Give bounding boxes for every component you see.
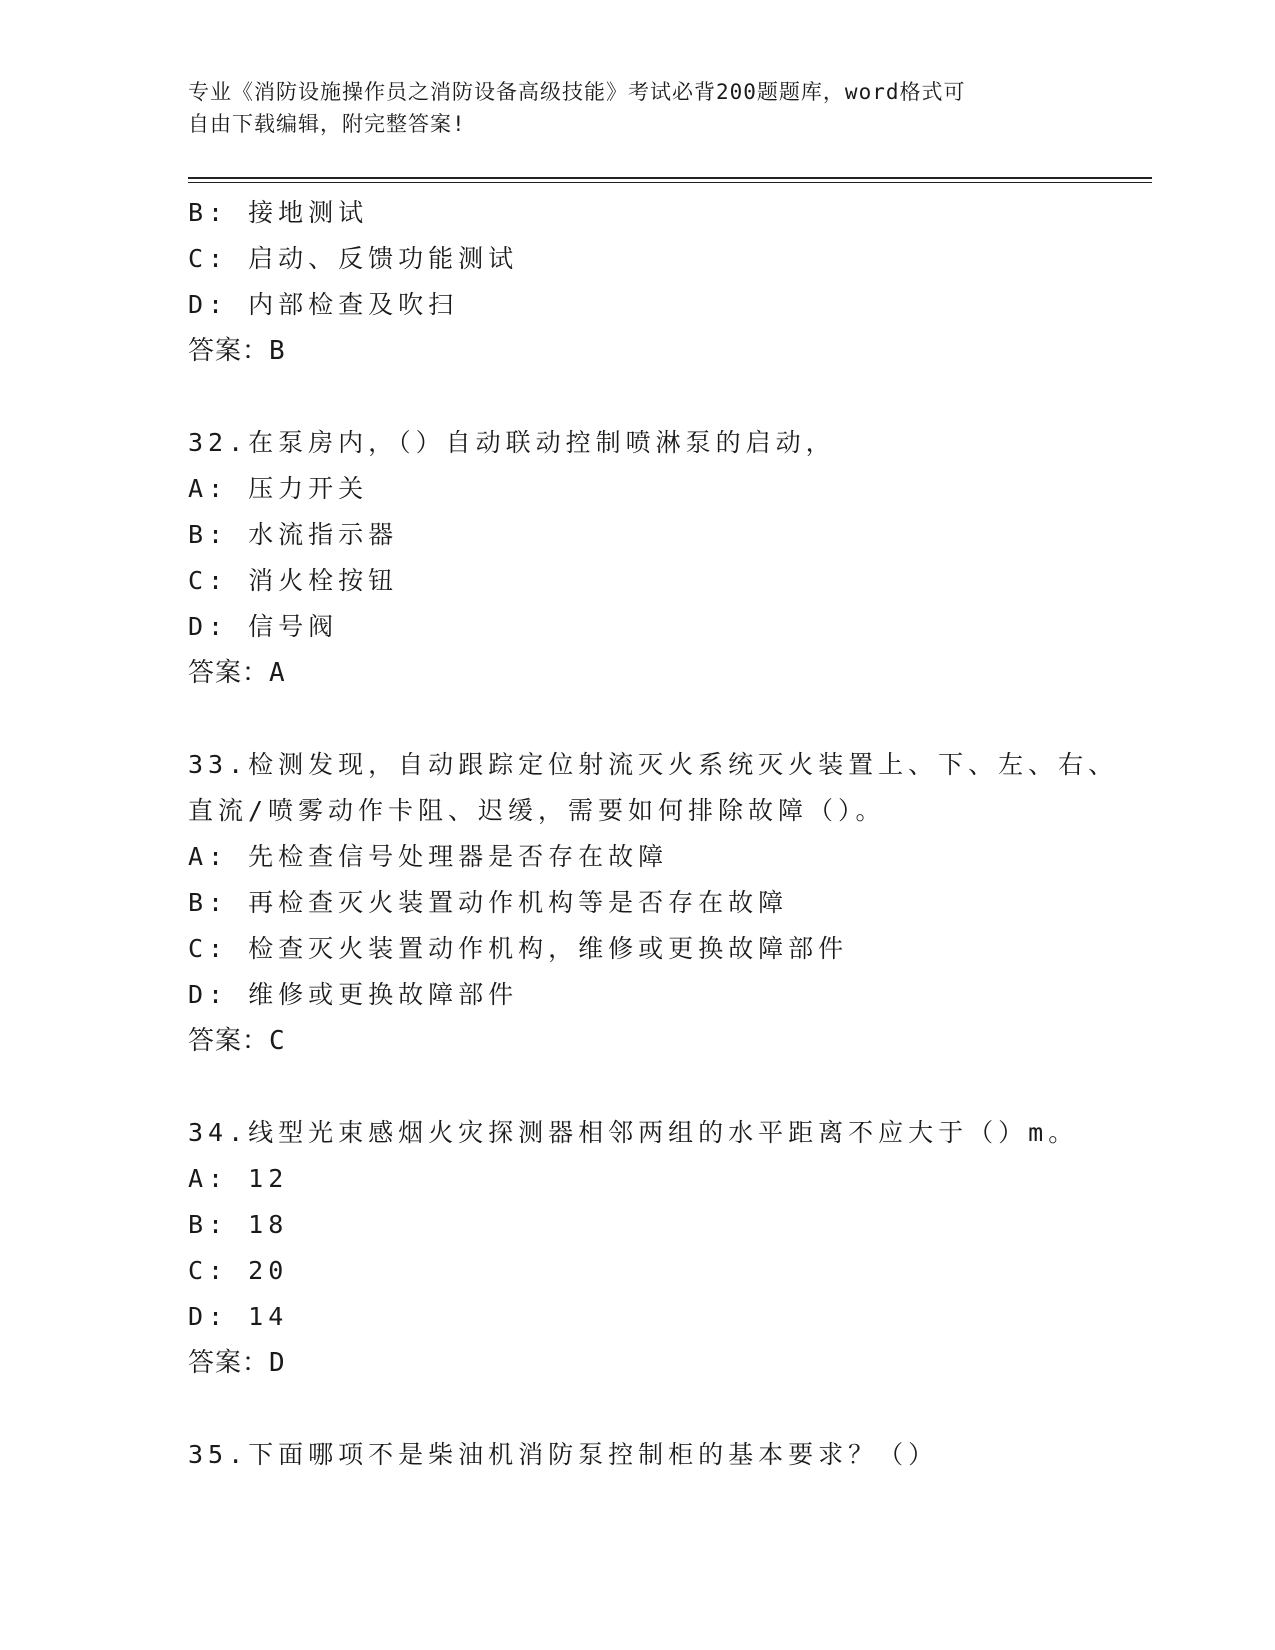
spacer xyxy=(188,696,1148,742)
answer-value: C xyxy=(269,1026,286,1056)
option-d: D: 内部检查及吹扫 xyxy=(188,290,459,319)
header-line-2: 自由下载编辑，附完整答案! xyxy=(188,112,466,136)
question-31-tail xyxy=(188,190,1148,374)
answer-value: B xyxy=(269,336,286,366)
question-list xyxy=(188,190,1148,1478)
option-c: C: 启动、反馈功能测试 xyxy=(188,244,519,273)
question-35 xyxy=(188,1432,1148,1478)
question-33 xyxy=(188,742,1148,1064)
option-a: A: 压力开关 xyxy=(188,474,369,503)
answer-label: 答案： xyxy=(188,658,270,688)
answer-label: 答案： xyxy=(188,1026,270,1056)
answer-label: 答案： xyxy=(188,336,270,366)
question-stem: 35.下面哪项不是柴油机消防泵控制柜的基本要求？（） xyxy=(188,1440,939,1469)
answer-value: A xyxy=(269,658,286,688)
option-c: C: 20 xyxy=(188,1256,289,1285)
option-b: B: 再检查灭火装置动作机构等是否存在故障 xyxy=(188,888,789,917)
spacer xyxy=(188,374,1148,420)
answer-line xyxy=(188,1018,1148,1064)
header-rule-thick xyxy=(188,177,1152,179)
answer-line xyxy=(188,328,1148,374)
answer-line xyxy=(188,650,1148,696)
option-d: D: 维修或更换故障部件 xyxy=(188,980,519,1009)
header-line-1: 专业《消防设施操作员之消防设备高级技能》考试必背200题题库，word格式可 xyxy=(188,80,966,104)
question-34 xyxy=(188,1110,1148,1386)
spacer xyxy=(188,1064,1148,1110)
answer-label: 答案： xyxy=(188,1348,270,1378)
question-32 xyxy=(188,420,1148,696)
option-c: C: 检查灭火装置动作机构，维修或更换故障部件 xyxy=(188,934,849,963)
question-stem: 32.在泵房内，（）自动联动控制喷淋泵的启动， xyxy=(188,428,836,457)
answer-line xyxy=(188,1340,1148,1386)
option-b: B: 接地测试 xyxy=(188,198,369,227)
option-a: A: 先检查信号处理器是否存在故障 xyxy=(188,842,669,871)
option-a: A: 12 xyxy=(188,1164,289,1193)
question-stem-line-2: 直流/喷雾动作卡阻、迟缓，需要如何排除故障（）。 xyxy=(188,796,886,825)
header-rule-thin xyxy=(188,182,1152,183)
answer-value: D xyxy=(269,1348,286,1378)
option-b: B: 水流指示器 xyxy=(188,520,399,549)
document-header xyxy=(188,76,1088,140)
question-stem-line-1: 33.检测发现，自动跟踪定位射流灭火系统灭火装置上、下、左、右、 xyxy=(188,750,1119,779)
option-d: D: 信号阀 xyxy=(188,612,339,641)
spacer xyxy=(188,1386,1148,1432)
option-b: B: 18 xyxy=(188,1210,289,1239)
option-d: D: 14 xyxy=(188,1302,289,1331)
question-stem: 34.线型光束感烟火灾探测器相邻两组的水平距离不应大于（）m。 xyxy=(188,1118,1079,1147)
option-c: C: 消火栓按钮 xyxy=(188,566,399,595)
